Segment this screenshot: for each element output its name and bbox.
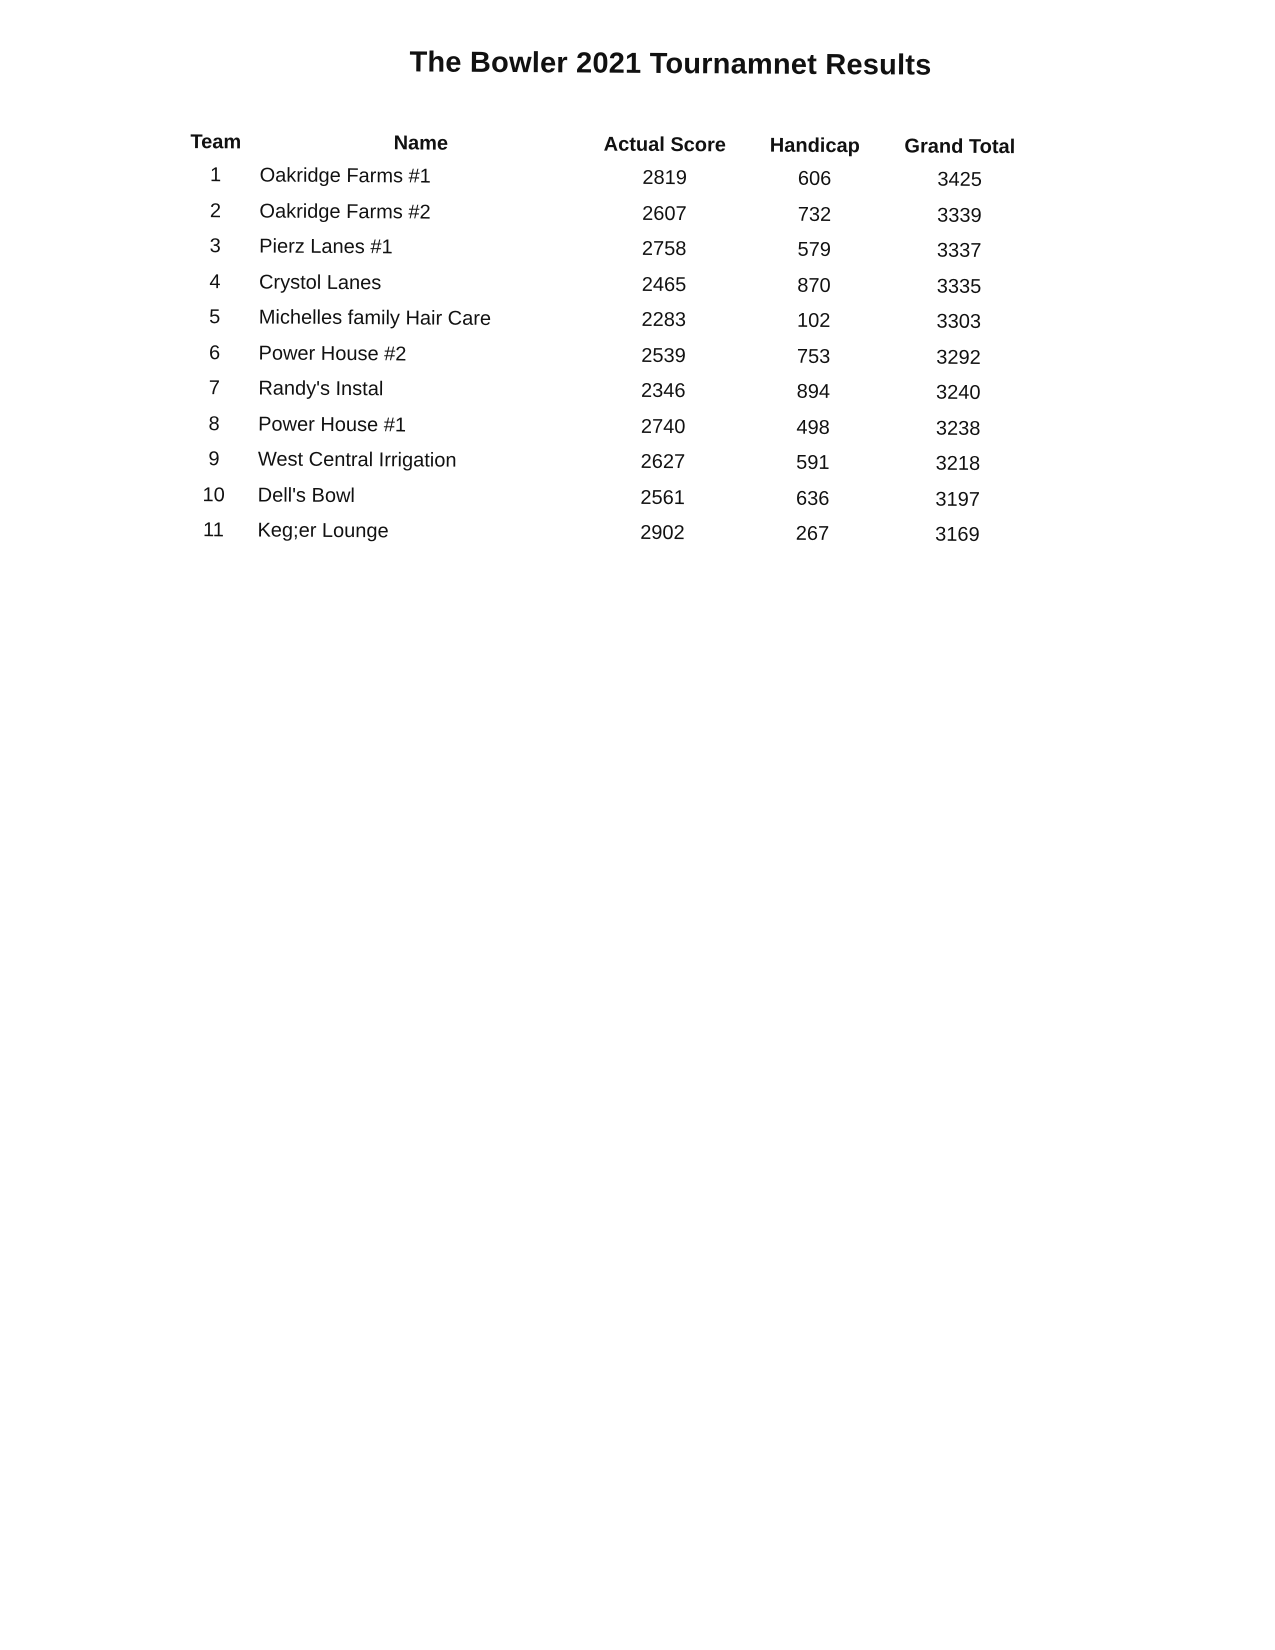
actual-score: 2465 bbox=[641, 273, 687, 296]
actual-score: 2539 bbox=[641, 344, 686, 367]
actual-score: 2346 bbox=[641, 380, 686, 403]
team-number: 11 bbox=[203, 519, 224, 542]
column-header-grand-total: Grand Total bbox=[904, 135, 1016, 159]
actual-score: 2607 bbox=[642, 202, 687, 225]
team-number: 10 bbox=[202, 483, 225, 507]
team-name: West Central Irrigation bbox=[257, 448, 457, 472]
actual-score: 2561 bbox=[640, 486, 686, 509]
handicap: 753 bbox=[796, 345, 831, 368]
team-number: 6 bbox=[208, 341, 221, 364]
table-header-row bbox=[180, 118, 1030, 163]
handicap: 636 bbox=[795, 487, 830, 510]
grand-total: 3169 bbox=[935, 523, 980, 547]
handicap: 606 bbox=[797, 168, 832, 191]
grand-total: 3335 bbox=[936, 275, 982, 298]
team-name: Oakridge Farms #1 bbox=[259, 164, 431, 188]
actual-score: 2902 bbox=[640, 522, 685, 545]
grand-total: 3238 bbox=[935, 417, 981, 440]
handicap: 894 bbox=[796, 381, 831, 404]
table-row bbox=[178, 335, 1028, 376]
table-row bbox=[177, 513, 1027, 554]
table-row bbox=[178, 406, 1028, 447]
grand-total: 3218 bbox=[935, 452, 981, 476]
grand-total: 3337 bbox=[936, 239, 982, 263]
column-header-team: Team bbox=[190, 131, 242, 154]
team-number: 9 bbox=[208, 448, 220, 471]
team-name: Dell's Bowl bbox=[257, 484, 355, 507]
team-number: 1 bbox=[210, 164, 222, 187]
grand-total: 3425 bbox=[937, 168, 982, 192]
team-name: Keg;er Lounge bbox=[257, 519, 389, 543]
grand-total: 3292 bbox=[936, 346, 981, 369]
handicap: 870 bbox=[797, 274, 831, 297]
actual-score: 2283 bbox=[641, 309, 687, 332]
table-row bbox=[178, 442, 1028, 483]
table-row bbox=[180, 158, 1030, 199]
team-name: Randy's Instal bbox=[258, 377, 384, 401]
table-row bbox=[179, 193, 1029, 234]
team-name: Power House #1 bbox=[258, 413, 407, 437]
team-name: Oakridge Farms #2 bbox=[259, 200, 431, 224]
team-name: Pierz Lanes #1 bbox=[259, 235, 393, 259]
table-row bbox=[179, 300, 1029, 341]
table-row bbox=[179, 229, 1029, 270]
handicap: 591 bbox=[796, 452, 830, 475]
actual-score: 2758 bbox=[641, 238, 687, 261]
handicap: 267 bbox=[795, 523, 830, 546]
team-name: Power House #2 bbox=[258, 342, 407, 366]
results-table bbox=[177, 118, 1030, 554]
table-row bbox=[178, 371, 1028, 412]
team-number: 7 bbox=[208, 377, 220, 400]
column-header-name: Name bbox=[393, 132, 449, 155]
team-number: 8 bbox=[208, 412, 220, 435]
column-header-handicap: Handicap bbox=[769, 134, 860, 158]
handicap: 579 bbox=[797, 239, 831, 262]
team-name: Michelles family Hair Care bbox=[258, 306, 492, 331]
actual-score: 2627 bbox=[640, 451, 686, 474]
team-number: 3 bbox=[209, 235, 221, 258]
table-row bbox=[179, 264, 1029, 305]
handicap: 498 bbox=[796, 416, 830, 439]
handicap: 102 bbox=[797, 310, 831, 333]
team-number: 4 bbox=[209, 270, 221, 294]
team-number: 2 bbox=[209, 199, 222, 223]
team-name: Crystol Lanes bbox=[258, 271, 382, 294]
page-title: The Bowler 2021 Tournamnet Results bbox=[409, 46, 932, 82]
grand-total: 3339 bbox=[937, 204, 982, 227]
column-header-actual-score: Actual Score bbox=[603, 133, 727, 157]
grand-total: 3240 bbox=[936, 381, 981, 405]
team-number: 5 bbox=[209, 306, 221, 329]
grand-total: 3197 bbox=[935, 488, 981, 511]
grand-total: 3303 bbox=[936, 310, 982, 334]
handicap: 732 bbox=[797, 203, 832, 226]
table-row bbox=[178, 477, 1028, 518]
actual-score: 2740 bbox=[640, 415, 686, 438]
actual-score: 2819 bbox=[642, 167, 687, 190]
